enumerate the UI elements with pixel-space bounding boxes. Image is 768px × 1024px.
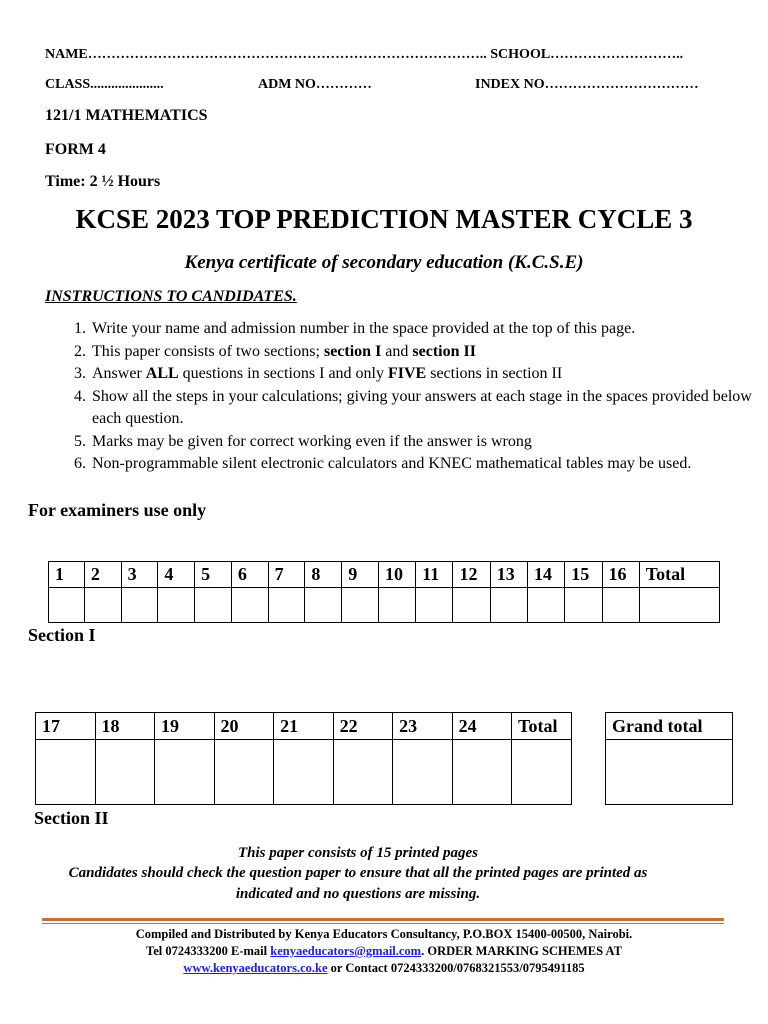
section-2-label: Section II xyxy=(34,808,109,828)
footer-line-2: Tel 0724333200 E-mail kenyaeducators@gmail.com. ORDER MARKING SCHEMES AT xyxy=(146,944,622,958)
instruction-item: 1. Write your name and admission number in the space provided at the top of this page. xyxy=(90,318,768,341)
sec1-header-total: Total xyxy=(639,562,719,588)
sec1-score-cell-11[interactable] xyxy=(416,588,453,623)
sec1-header-7: 7 xyxy=(268,562,305,588)
sec2-score-cell-21[interactable] xyxy=(274,740,334,805)
sec1-header-8: 8 xyxy=(305,562,342,588)
instruction-item: 4. Show all the steps in your calculations; giving your answers at each stage in the spaces provided below each question. xyxy=(90,386,768,431)
sec2-score-cell-24[interactable] xyxy=(452,740,512,805)
sec1-score-cell-10[interactable] xyxy=(378,588,415,623)
time-allowed: Time: 2 ½ Hours xyxy=(45,173,161,190)
section-1-label: Section I xyxy=(28,625,96,645)
sec1-score-cell-1[interactable] xyxy=(49,588,85,623)
sec1-header-6: 6 xyxy=(231,562,268,588)
grand-total-table xyxy=(605,712,733,805)
instruction-item: 3. Answer ALL questions in sections I and only FIVE sections in section II xyxy=(90,363,768,386)
sec1-score-cell-6[interactable] xyxy=(231,588,268,623)
section-2-score-table xyxy=(35,712,572,805)
sec2-header-total: Total xyxy=(512,713,572,740)
check-notice-line2: indicated and no questions are missing. xyxy=(235,886,481,902)
sec1-score-cell-7[interactable] xyxy=(268,588,305,623)
footer-line-1: Compiled and Distributed by Kenya Educators Consultancy, P.O.BOX 15400-00500, Nairobi. xyxy=(135,927,633,941)
sec2-header-23: 23 xyxy=(393,713,453,740)
sec2-header-18: 18 xyxy=(95,713,155,740)
sec2-score-cell-20[interactable] xyxy=(214,740,274,805)
sec2-header-17: 17 xyxy=(36,713,96,740)
sec1-header-1: 1 xyxy=(49,562,85,588)
grand-total-cell[interactable] xyxy=(606,740,733,805)
sec1-score-cell-16[interactable] xyxy=(602,588,639,623)
sec1-header-3: 3 xyxy=(121,562,158,588)
sec1-header-2: 2 xyxy=(84,562,121,588)
instruction-item: 5. Marks may be given for correct working even if the answer is wrong xyxy=(90,431,768,454)
sec2-score-cell-22[interactable] xyxy=(333,740,393,805)
instructions-heading: INSTRUCTIONS TO CANDIDATES. xyxy=(45,288,297,305)
sec2-score-cell-19[interactable] xyxy=(155,740,215,805)
sec1-header-4: 4 xyxy=(158,562,195,588)
exam-subtitle: Kenya certificate of secondary education (K.C.S.E) xyxy=(184,252,584,273)
pages-notice: This paper consists of 15 printed pages xyxy=(237,845,478,861)
sec1-score-cell-8[interactable] xyxy=(305,588,342,623)
instruction-item: 6. Non-programmable silent electronic calculators and KNEC mathematical tables may be used. xyxy=(90,453,768,476)
sec1-header-15: 15 xyxy=(565,562,602,588)
sec2-score-cell-total[interactable] xyxy=(512,740,572,805)
sec1-header-12: 12 xyxy=(453,562,490,588)
sec1-score-cell-9[interactable] xyxy=(342,588,379,623)
sec1-score-cell-5[interactable] xyxy=(195,588,232,623)
class-field: CLASS..................... xyxy=(45,77,164,92)
section-1-score-table xyxy=(48,561,720,623)
sec1-score-cell-12[interactable] xyxy=(453,588,490,623)
sec2-header-24: 24 xyxy=(452,713,512,740)
sec1-header-5: 5 xyxy=(195,562,232,588)
sec2-score-cell-23[interactable] xyxy=(393,740,453,805)
sec1-header-11: 11 xyxy=(416,562,453,588)
paper-code: 121/1 MATHEMATICS xyxy=(45,107,208,124)
index-no-field: INDEX NO…………………………… xyxy=(475,77,699,92)
adm-no-field: ADM NO………… xyxy=(258,77,372,92)
sec1-score-cell-total[interactable] xyxy=(639,588,719,623)
footer-divider xyxy=(42,918,724,921)
exam-title: KCSE 2023 TOP PREDICTION MASTER CYCLE 3 xyxy=(75,204,693,234)
sec1-score-cell-2[interactable] xyxy=(84,588,121,623)
grand-total-header: Grand total xyxy=(606,713,733,740)
sec2-header-21: 21 xyxy=(274,713,334,740)
sec1-score-cell-15[interactable] xyxy=(565,588,602,623)
website-link[interactable]: www.kenyaeducators.co.ke xyxy=(183,961,328,975)
instructions-list xyxy=(48,318,768,476)
form-level: FORM 4 xyxy=(45,141,106,158)
sec2-header-19: 19 xyxy=(155,713,215,740)
sec1-score-cell-3[interactable] xyxy=(121,588,158,623)
examiners-heading: For examiners use only xyxy=(28,500,207,520)
email-link[interactable]: kenyaeducators@gmail.com xyxy=(270,944,422,958)
footer-divider-thin xyxy=(42,923,724,924)
sec1-score-cell-13[interactable] xyxy=(490,588,527,623)
sec1-header-10: 10 xyxy=(378,562,415,588)
sec2-header-20: 20 xyxy=(214,713,274,740)
name-school-line: NAME………………………………………………………………………….. SCHOOL……………………….. xyxy=(45,47,684,62)
check-notice-line1: Candidates should check the question paper to ensure that all the printed pages are printed as xyxy=(68,865,648,881)
sec2-header-22: 22 xyxy=(333,713,393,740)
sec1-score-cell-4[interactable] xyxy=(158,588,195,623)
sec1-header-9: 9 xyxy=(342,562,379,588)
sec2-score-cell-18[interactable] xyxy=(95,740,155,805)
sec1-header-16: 16 xyxy=(602,562,639,588)
footer-line-3: www.kenyaeducators.co.ke or Contact 0724333200/0768321553/0795491185 xyxy=(183,961,585,975)
instruction-item: 2. This paper consists of two sections; section I and section II xyxy=(90,341,768,364)
sec1-header-13: 13 xyxy=(490,562,527,588)
sec2-score-cell-17[interactable] xyxy=(36,740,96,805)
sec1-score-cell-14[interactable] xyxy=(527,588,564,623)
sec1-header-14: 14 xyxy=(527,562,564,588)
